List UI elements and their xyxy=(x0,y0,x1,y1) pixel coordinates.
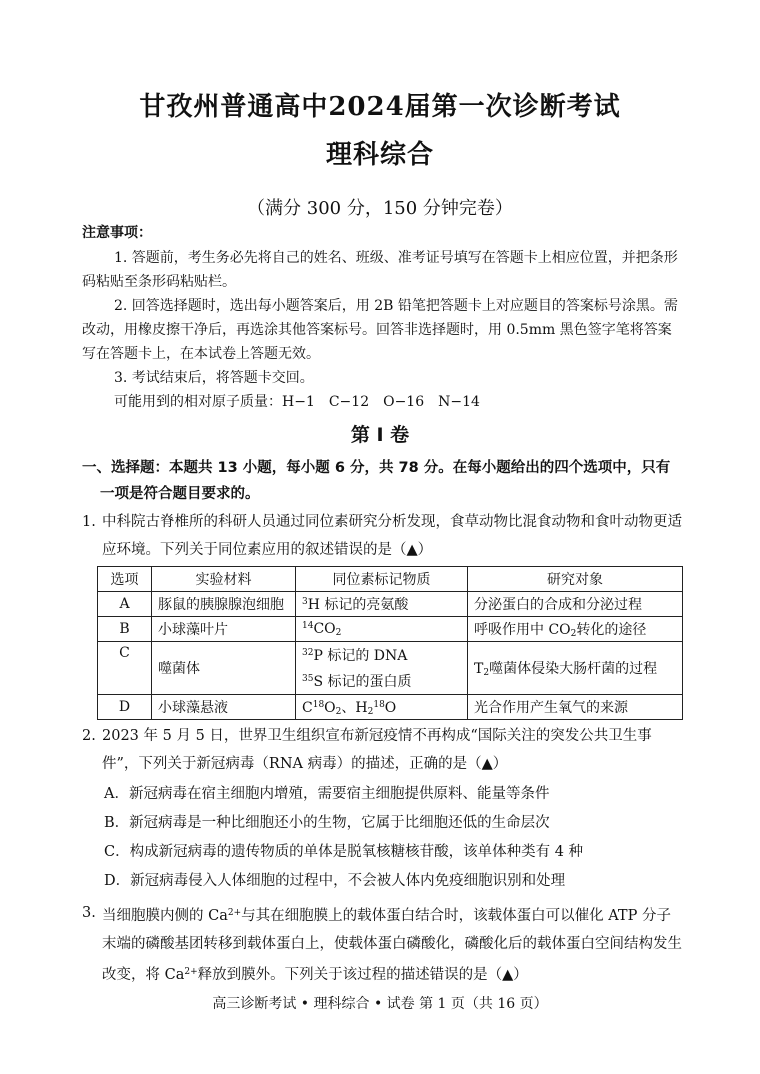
subject-title: 理科综合 xyxy=(325,140,434,170)
table-header: 同位素标记物质 xyxy=(296,567,468,592)
table-cell-option: A xyxy=(98,592,152,617)
table-cell-isotope: $^{32}$P 标记的 DNA $^{35}$S 标记的蛋白质 xyxy=(296,642,468,695)
notice-heading: 注意事项： xyxy=(82,225,152,241)
table-header: 研究对象 xyxy=(468,567,683,592)
question-1 xyxy=(82,508,682,564)
table-cell-target: 光合作用产生氧气的来源 xyxy=(468,695,683,720)
notice-item-2: 2. 回答选择题时，选出每小题答案后，用 2B 铅笔把答题卡上对应题目的答案标号涂黑。需改动，用橡皮擦干净后，再选涂其他答案标号。回答非选择题时，用 0.5mm 黑色签字笔将答案写在答题卡上，在本试卷上答题无效。 xyxy=(82,298,678,362)
question-2 xyxy=(82,722,682,778)
table-row xyxy=(98,695,683,720)
table-row xyxy=(98,642,683,695)
option-a: A．新冠病毒在宿主细胞内增殖，需要宿主细胞提供原料、能量等条件 xyxy=(104,786,550,802)
option-d: D．新冠病毒侵入人体细胞的过程中，不会被人体内免疫细胞识别和处理 xyxy=(104,873,566,889)
table-header-row xyxy=(98,567,683,592)
question-number: 3. xyxy=(82,905,96,921)
score-note: （满分 300 分，150 分钟完卷） xyxy=(247,198,513,219)
table-cell-material: 小球藻叶片 xyxy=(152,617,296,642)
table-cell-material: 小球藻悬液 xyxy=(152,695,296,720)
question-stem: 2023 年 5 月 5 日，世界卫生组织宣布新冠疫情不再构成“国际关注的突发公共卫生事件”，下列关于新冠病毒（RNA 病毒）的描述，正确的是（▲） xyxy=(102,728,652,772)
table-row xyxy=(98,592,683,617)
table-cell-option: C xyxy=(98,642,152,695)
question-number: 2. xyxy=(82,728,96,744)
table-row xyxy=(98,617,683,642)
table-header: 选项 xyxy=(98,567,152,592)
question-number: 1. xyxy=(82,514,96,530)
table-cell-target: 呼吸作用中 $CO_2$转化的途径 xyxy=(468,617,683,642)
option-b: B．新冠病毒是一种比细胞还小的生物，它属于比细胞还低的生命层次 xyxy=(104,815,550,831)
isotope-table xyxy=(97,566,683,720)
part-instructions xyxy=(82,455,682,507)
question-stem: 当细胞膜内侧的 $Ca^{2+}$与其在细胞膜上的载体蛋白结合时，该载体蛋白可以催化 ATP 分子末端的磷酸基团转移到载体蛋白上，使载体蛋白磷酸化，磷酸化后的载体蛋白空间结构发生改变，将 $Ca^{2+}$释放到膜外。下列关于该过程的描述错误的是（▲） xyxy=(102,908,682,983)
option-c: C．构成新冠病毒的遗传物质的单体是脱氧核糖核苷酸，该单体种类有 4 种 xyxy=(104,844,584,860)
page-footer: 高三诊断考试 • 理科综合 • 试卷 第 1 页（共 16 页） xyxy=(212,996,548,1012)
table-cell-target: $T_2$噬菌体侵染大肠杆菌的过程 xyxy=(468,642,683,695)
part-line-1: 一、选择题：本题共 13 小题，每小题 6 分，共 78 分。在每小题给出的四个选项中，只有 xyxy=(82,460,671,476)
atomic-masses: 可能用到的相对原子质量：H−1 C−12 O−16 N−14 xyxy=(114,394,480,410)
section-title: 第 I 卷 xyxy=(350,424,410,446)
table-cell-isotope: $^3$H 标记的亮氨酸 xyxy=(296,592,468,617)
exam-title: 甘孜州普通高中2024届第一次诊断考试 xyxy=(139,92,621,122)
question-stem: 中科院古脊椎所的科研人员通过同位素研究分析发现，食草动物比混食动物和食叶动物更适应环境。下列关于同位素应用的叙述错误的是（▲） xyxy=(102,514,682,558)
notice-item-1: 1. 答题前，考生务必先将自己的姓名、班级、准考证号填写在答题卡上相应位置，并把条形码粘贴至条形码粘贴栏。 xyxy=(82,250,678,290)
table-cell-material: 豚鼠的胰腺腺泡细胞 xyxy=(152,592,296,617)
table-cell-isotope: $^{14}CO_2$ xyxy=(296,617,468,642)
table-cell-isotope: $C^{18}O_2$、$H_2^{18}O$ xyxy=(296,695,468,720)
table-cell-target: 分泌蛋白的合成和分泌过程 xyxy=(468,592,683,617)
table-cell-option: B xyxy=(98,617,152,642)
table-cell-option: D xyxy=(98,695,152,720)
part-line-2: 一项是符合题目要求的。 xyxy=(100,486,260,502)
notice-item-3: 3. 考试结束后，将答题卡交回。 xyxy=(114,370,314,386)
table-header: 实验材料 xyxy=(152,567,296,592)
question-3 xyxy=(82,899,682,989)
table-cell-material: 噬菌体 xyxy=(152,642,296,695)
